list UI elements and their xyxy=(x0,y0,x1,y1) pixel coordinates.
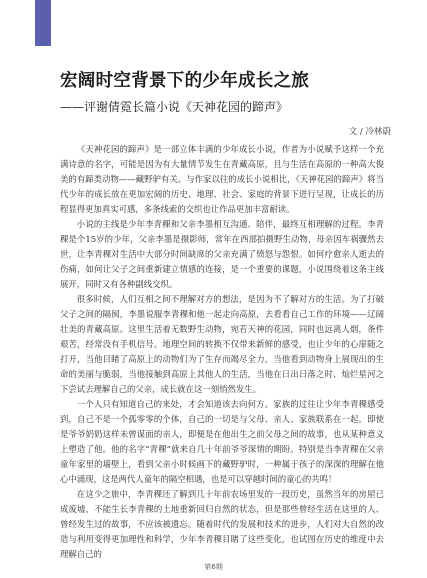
paragraph: 很多时候，人们互相之间不理解对方的想法，是因为不了解对方的生活。为了打破父子之间的隔阂，李墨说服李青稞和他一起走向高原，去看看自己工作的环境——辽阔壮美的青藏高原。这里生活着无数野生动物，宛若天神的花园，同时也远离人烟，条件艰苦，经常没有手机信号。地理空间的转换不仅带来新鲜的感受，也让少年的心扉随之打开，当他目睹了高原上的动物们为了生存而竭尽全力，当他看到动物身上展现出的生命的美丽与脆弱，当他接触到高原上其他人的生活，当他在日出日落之时、灿烂星河之下尝试去理解自己的父亲，成长就在这一刻悄然发生。 xyxy=(60,294,384,394)
article-title: 宏阔时空背景下的少年成长之旅 xyxy=(60,71,310,91)
accent-bar xyxy=(35,0,51,46)
paragraph: 在这少之旅中，李青稞还了解到几十年前农场里发的一段历史，虽然当年的房屋已成废墟，不能生长李青稞的土地重新回归自然的状态，但是那些曾经生活在这里的人、曾经发生过的故事，不应该被遗忘。随着时代的发展和技术的进步，人们对大自然的改造与利用变得更加理性和科学，少年李青稞目睹了这些变化，也试图在历史的维度中去理解自己的 xyxy=(60,489,384,559)
article-body xyxy=(60,142,384,562)
paragraph: 一个人只有知道自己的来处，才会知道该去向何方。家族的过往让少年李青稞感受到，自己不是一个孤零零的个体，自己的一切是与父母、亲人、家族联系在一起。即使是爷爷奶奶这样未曾谋面的亲人，即便是在他出生之前父母之间的故事，也从某种意义上塑造了他。他的名字“青稞”就来自几十年前爷爷深情的期盼。特别是当李青稞在父亲童年家里的墙壁上，看到父亲小时候画下的藏野驴时，一种属于孩子的深深的理解在他心中涌现，这是两代人童年的隔空相遇，也是可以穿越时间的童心的共鸣！ xyxy=(60,399,384,484)
article-byline: 文 / 冷林蔚 xyxy=(348,127,391,137)
paragraph: 小说的主线是少年李青稞和父亲李墨相互沟通、陪伴，最终互相理解的过程。李青稞是个15岁的少年，父亲李墨是摄影师，常年在西部拍摄野生动物，母亲因车祸骤然去世，让李青稞对生活中大部分时间缺席的父亲充满了愤怒与怨恨。如何疗愈亲人逝去的伤痛，如何让父子之间重新建立情感的连接，是一个重要的课题，小说围绕着这条主线展开，同时又有各种副线交织。 xyxy=(60,219,384,289)
page-number: 第6期 xyxy=(204,563,223,571)
article-subtitle: ——评谢倩霓长篇小说《天神花园的蹄声》 xyxy=(60,100,289,114)
paragraph: 《天神花园的蹄声》是一部立体丰满的少年成长小说，作者为小说赋予这样一个充满诗意的名字，可能是因为有大量情节发生在青藏高原，且与生活在高原的一种高大俊美的有蹄类动物——藏野驴有关。与作家以往的成长小说相比，《天神花园的蹄声》将当代少年的成长放在更加宏阔的历史、地理、社会、家庭的背景下进行呈现，让成长的历程显得更加真实可感，多条线索的交织也让作品更加丰富耐读。 xyxy=(60,144,384,214)
